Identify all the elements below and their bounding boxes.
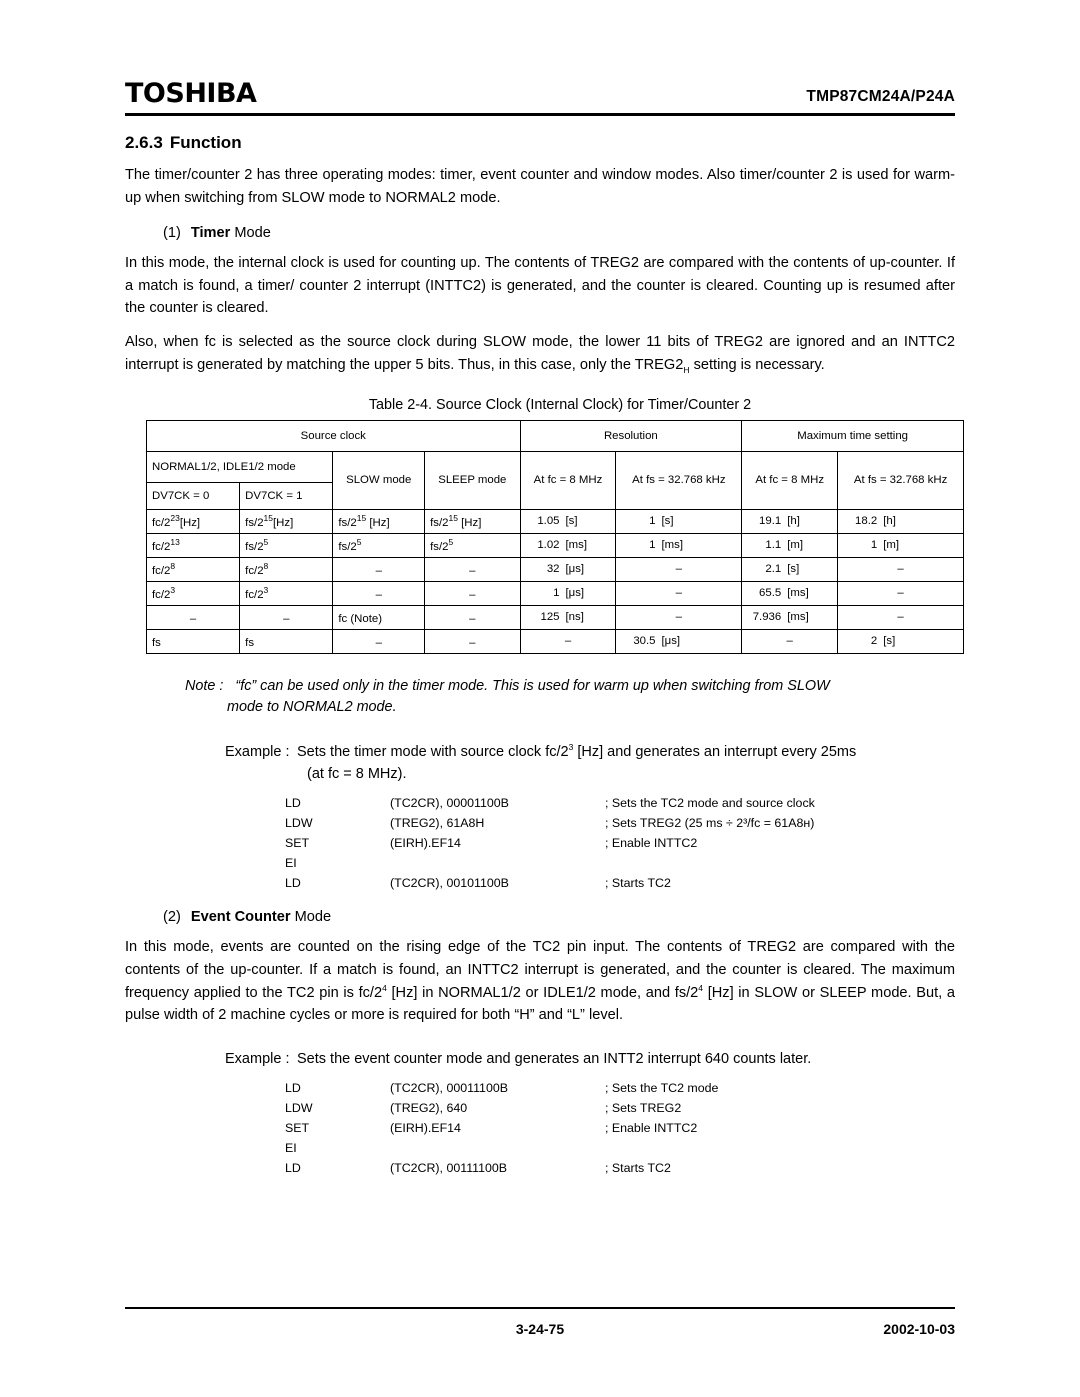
cell-res-fs [616, 629, 742, 653]
table-row [147, 533, 964, 557]
item-number: (1) [163, 225, 181, 242]
cell-value: – [675, 587, 683, 600]
cell-max-fs [838, 581, 964, 605]
table-note [185, 676, 955, 719]
code-arg: (TREG2), 640 [390, 1101, 468, 1116]
cell-max-fs [838, 533, 964, 557]
cell-value: 1.05 [537, 515, 560, 528]
code-comment: ; Sets the TC2 mode and source clock [605, 796, 815, 811]
code-arg: (EIRH).EF14 [390, 836, 461, 851]
table-header-row-2 [147, 451, 964, 482]
cell-value: 30.5 [633, 635, 656, 648]
code-comment: ; Sets TREG2 (25 ms ÷ 2³/fc = 61A8ʜ) [605, 816, 815, 831]
cell-text: – [469, 636, 476, 649]
list-item-event-counter-mode [163, 909, 955, 925]
cell-sleep [425, 509, 520, 533]
cell-res-fs [616, 581, 742, 605]
cell-sleep [425, 581, 520, 605]
example-label: Example : [225, 1050, 290, 1067]
code-arg: (TC2CR), 00001100B [390, 796, 509, 811]
cell-unit: [h] [787, 515, 800, 528]
code-block-event-counter [285, 1078, 718, 1178]
cell-exp: 23 [170, 512, 180, 523]
header-sleep-mode: SLEEP mode [425, 451, 520, 509]
page-header [125, 0, 955, 116]
cell-unit: [ms] [787, 587, 809, 600]
cell-exp: 5 [448, 536, 454, 547]
cell-dv7ck1 [240, 629, 333, 653]
cell-exp: 8 [170, 560, 176, 571]
table-caption: Table 2-4. Source Clock (Internal Clock) for Timer/Counter 2 [368, 396, 752, 413]
cell-value: 18.2 [855, 515, 878, 528]
cell-unit: [s] [883, 635, 896, 648]
cell-res-fc [520, 509, 616, 533]
code-line [285, 1098, 718, 1118]
cell-dv7ck1 [240, 509, 333, 533]
event-para-b: [Hz] in NORMAL1/2 or IDLE1/2 mode, and fs/2 [386, 984, 699, 1001]
cell-value: – [675, 563, 683, 576]
code-op: LD [285, 796, 301, 811]
code-line [285, 813, 815, 833]
cell-tail: [Hz] [179, 516, 201, 529]
cell-value: 2.1 [765, 563, 782, 576]
cell-text: fc/2 [152, 540, 171, 553]
table-row [147, 629, 964, 653]
example-line-2: (at fc = 8 MHz). [307, 765, 407, 782]
cell-sleep [425, 557, 520, 581]
cell-dv7ck1 [240, 557, 333, 581]
cell-text: fc/2 [152, 588, 171, 601]
example-exponent: 3 [568, 741, 574, 752]
cell-max-fs [838, 629, 964, 653]
cell-unit: [h] [883, 515, 896, 528]
header-source-clock: Source clock [147, 420, 521, 451]
event-counter-paragraph [125, 936, 955, 1026]
code-line [285, 1138, 718, 1158]
cell-dv7ck0 [147, 557, 240, 581]
page-footer [125, 1307, 955, 1337]
example-text-a: Sets the timer mode with source clock fc/2 [297, 743, 569, 760]
section-title: Function [169, 133, 242, 152]
cell-res-fs [616, 605, 742, 629]
header-res-fs32: At fs = 32.768 kHz [616, 451, 742, 509]
cell-text: – [189, 612, 197, 625]
cell-exp: 5 [263, 536, 269, 547]
cell-res-fc [520, 581, 616, 605]
cell-res-fc [520, 533, 616, 557]
cell-exp: 15 [356, 512, 367, 523]
timer-mode-paragraph-2 [125, 331, 955, 377]
cell-text: fc/2 [245, 588, 264, 601]
note-line-1: “fc” can be used only in the timer mode. This is used for warm up when switching from SLOW [235, 677, 830, 694]
cell-value: 1 [649, 515, 656, 528]
cell-max-fc [742, 605, 838, 629]
cell-unit: [s] [787, 563, 800, 576]
cell-unit: [μs] [565, 563, 585, 576]
cell-dv7ck0 [147, 605, 240, 629]
cell-dv7ck0 [147, 629, 240, 653]
cell-value: 1.1 [765, 539, 782, 552]
cell-text: – [469, 588, 476, 601]
timer-mode-paragraph-1: In this mode, the internal clock is used for counting up. The contents of TREG2 are compared with the contents of up-counter. If a match is found, a timer/ counter 2 interrupt (INTTC2) is generated, and the counter is cleared. Counting up is resumed after the counter is cleared. [125, 255, 955, 317]
code-comment: ; Sets TREG2 [605, 1101, 682, 1116]
cell-exp: 13 [170, 536, 180, 547]
cell-sleep [425, 533, 520, 557]
timer-para2-b: setting is necessary. [689, 356, 825, 373]
cell-unit: [μs] [661, 635, 681, 648]
cell-unit: [ns] [565, 611, 584, 624]
cell-exp: 8 [263, 560, 269, 571]
cell-unit: [ms] [565, 539, 588, 552]
cell-exp: 5 [356, 536, 362, 547]
item-label: Event Counter [190, 909, 291, 926]
code-comment: ; Starts TC2 [605, 876, 671, 891]
example-text-b: [Hz] and generates an interrupt every 25ms [573, 743, 857, 760]
cell-value: 19.1 [759, 515, 782, 528]
cell-value: 125 [540, 611, 560, 624]
cell-max-fc [742, 581, 838, 605]
cell-text: fs/2 [338, 540, 357, 553]
event-para-a: In this mode, events are counted on the rising edge of the TC2 pin input. The contents of TREG2 are compared with the contents of the up-counter. If a match is found, an INTTC2 interrupt is generated, and the counter is cleared. The maximum frequency applied to the TC2 pin is fc/2 [125, 939, 955, 1001]
code-op: LD [285, 876, 301, 891]
cell-tail: [Hz] [366, 516, 390, 529]
code-line [285, 1158, 718, 1178]
cell-text: fc/2 [152, 516, 171, 529]
code-comment: ; Sets the TC2 mode [605, 1081, 719, 1096]
table-row [147, 581, 964, 605]
document-date: 2002-10-03 [883, 1321, 955, 1337]
cell-tail: [Hz] [457, 516, 482, 529]
cell-max-fc [742, 533, 838, 557]
note-keyword: Note : [185, 677, 224, 694]
header-dv7ck-1: DV7CK = 1 [240, 482, 333, 509]
cell-text: fs/2 [245, 516, 264, 529]
cell-unit: [ms] [787, 611, 809, 624]
cell-text: – [375, 588, 382, 601]
cell-text: fs/2 [430, 540, 449, 553]
cell-value: – [897, 587, 904, 600]
code-arg [390, 853, 605, 873]
code-line [285, 873, 815, 893]
code-arg: (TC2CR), 00111100B [390, 1161, 508, 1176]
table-row [147, 605, 964, 629]
cell-sleep [425, 629, 520, 653]
cell-exp: 15 [263, 512, 274, 523]
cell-text: fc/2 [245, 564, 264, 577]
header-max-time: Maximum time setting [742, 420, 964, 451]
page-number: 3-24-75 [515, 1321, 565, 1337]
cell-value: 1 [870, 539, 878, 552]
cell-dv7ck1 [240, 533, 333, 557]
cell-sleep [425, 605, 520, 629]
cell-slow [333, 605, 425, 629]
cell-value: 1 [649, 539, 656, 552]
cell-unit: [ms] [661, 539, 683, 552]
treg2h-subscript: H [683, 364, 690, 375]
cell-value: 7.936 [752, 611, 782, 624]
code-comment: ; Enable INTTC2 [605, 836, 698, 851]
cell-unit: [m] [883, 539, 900, 552]
cell-unit: [s] [565, 515, 578, 528]
cell-max-fc [742, 509, 838, 533]
header-res-fc8: At fc = 8 MHz [520, 451, 616, 509]
header-resolution: Resolution [520, 420, 742, 451]
cell-res-fs [616, 557, 742, 581]
part-number: TMP87CM24A/P24A [806, 88, 955, 105]
item-label: Timer [190, 225, 231, 242]
cell-text: fc (Note) [338, 612, 383, 625]
event-exp-1: 4 [382, 982, 387, 993]
event-exp-2: 4 [698, 982, 704, 993]
cell-res-fs [616, 533, 742, 557]
cell-max-fs [838, 509, 964, 533]
code-op: LD [285, 1161, 301, 1176]
cell-text: – [375, 564, 382, 577]
toshiba-logo: TOSHIBA [125, 78, 257, 109]
cell-slow [333, 509, 425, 533]
cell-value: – [564, 635, 572, 648]
code-line [285, 833, 815, 853]
cell-value: 32 [546, 563, 560, 576]
code-op: SET [285, 1121, 310, 1136]
code-op: SET [285, 836, 310, 851]
note-line-2: mode to NORMAL2 mode. [227, 699, 397, 716]
cell-value: – [897, 563, 904, 576]
cell-value: 1.02 [537, 539, 560, 552]
code-op: LDW [285, 816, 313, 831]
cell-max-fc [742, 557, 838, 581]
cell-max-fs [838, 557, 964, 581]
cell-slow [333, 581, 425, 605]
code-line [285, 853, 815, 873]
list-item-timer-mode [163, 225, 955, 241]
cell-dv7ck0 [147, 509, 240, 533]
cell-text: fc/2 [152, 564, 171, 577]
cell-res-fc [520, 605, 616, 629]
cell-exp: 3 [263, 584, 269, 595]
code-arg [390, 1138, 605, 1158]
cell-dv7ck1 [240, 605, 333, 629]
header-max-fc8: At fc = 8 MHz [742, 451, 838, 509]
source-clock-table [146, 420, 964, 654]
code-op: LD [285, 1081, 301, 1096]
code-op: EI [285, 1141, 297, 1156]
cell-slow [333, 629, 425, 653]
cell-max-fs [838, 605, 964, 629]
example-label: Example : [225, 743, 290, 760]
cell-res-fs [616, 509, 742, 533]
item-label-tail: Mode [230, 225, 271, 242]
cell-text: – [283, 612, 290, 625]
code-op: LDW [285, 1101, 313, 1116]
cell-exp: 15 [448, 512, 458, 523]
cell-value: 1 [553, 587, 560, 600]
cell-dv7ck1 [240, 581, 333, 605]
cell-unit: [s] [661, 515, 674, 528]
cell-text: fs/2 [245, 540, 264, 553]
cell-text: fs [245, 636, 255, 649]
cell-text: fs [152, 636, 161, 649]
table-header-row-1 [147, 420, 964, 451]
cell-text: – [469, 612, 476, 625]
timer-para2-a: Also, when fc is selected as the source clock during SLOW mode, the lower 11 bits of TREG2 are ignored and an INTTC2 interrupt is generated by matching the upper 5 bits. Thus, in this case, only the TREG2 [125, 334, 955, 373]
cell-res-fc [520, 629, 616, 653]
cell-text: – [469, 564, 476, 577]
cell-exp: 3 [170, 584, 176, 595]
cell-dv7ck0 [147, 533, 240, 557]
cell-slow [333, 533, 425, 557]
code-line [285, 1118, 718, 1138]
example-text: Sets the event counter mode and generates an INTT2 interrupt 640 counts later. [297, 1050, 812, 1067]
section-heading [125, 133, 955, 153]
cell-value: 2 [870, 635, 878, 648]
header-max-fs32: At fs = 32.768 kHz [838, 451, 964, 509]
cell-unit: [m] [787, 539, 804, 552]
cell-value: – [675, 611, 683, 624]
header-slow-mode: SLOW mode [333, 451, 425, 509]
cell-value: – [897, 611, 904, 624]
cell-max-fc [742, 629, 838, 653]
code-arg: (TC2CR), 00011100B [390, 1081, 508, 1096]
header-dv7ck-0: DV7CK = 0 [147, 482, 240, 509]
code-block-timer [285, 793, 815, 893]
code-line [285, 793, 815, 813]
cell-text: fs/2 [338, 516, 357, 529]
table-row [147, 557, 964, 581]
code-comment [605, 853, 815, 873]
cell-tail: [Hz] [273, 516, 294, 529]
cell-slow [333, 557, 425, 581]
cell-dv7ck0 [147, 581, 240, 605]
code-line [285, 1078, 718, 1098]
section-number: 2.6.3 [125, 133, 163, 152]
code-arg: (EIRH).EF14 [390, 1121, 461, 1136]
code-op: EI [285, 856, 297, 871]
cell-value: – [786, 635, 793, 648]
code-comment: ; Starts TC2 [605, 1161, 671, 1176]
code-arg: (TC2CR), 00101100B [390, 876, 509, 891]
cell-text: – [375, 636, 382, 649]
event-para-c: [Hz] in SLOW or SLEEP mode. But, a pulse width of 2 machine cycles or more is required for both “H” and “L” level. [125, 984, 956, 1024]
example-timer-mode [225, 741, 955, 785]
cell-res-fc [520, 557, 616, 581]
intro-paragraph: The timer/counter 2 has three operating modes: timer, event counter and window modes. Also timer/counter 2 is used for warm-up when switching from SLOW mode to NORMAL2 mode. [125, 167, 955, 206]
code-arg: (TREG2), 61A8H [390, 816, 485, 831]
example-event-counter [225, 1049, 955, 1071]
code-comment [605, 1138, 718, 1158]
code-comment: ; Enable INTTC2 [605, 1121, 698, 1136]
item-label-tail: Mode [290, 909, 332, 926]
header-normal-idle-mode: NORMAL1/2, IDLE1/2 mode [147, 451, 333, 482]
item-number: (2) [163, 909, 181, 926]
cell-unit: [μs] [565, 587, 585, 600]
cell-value: 65.5 [759, 587, 782, 600]
table-row [147, 509, 964, 533]
cell-text: fs/2 [430, 516, 449, 529]
